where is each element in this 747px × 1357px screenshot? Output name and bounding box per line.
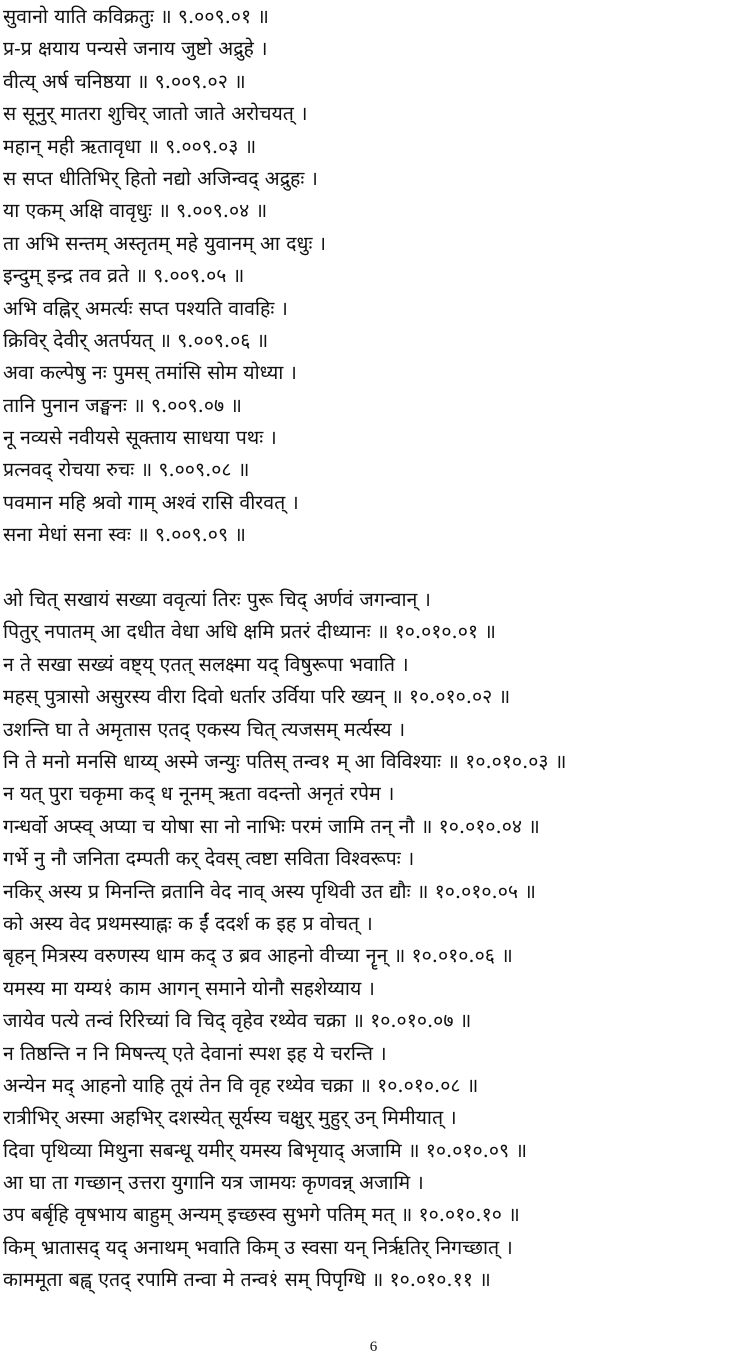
blank-line (3, 552, 745, 584)
verse-line: काममूता बह्व् एतद् रपामि तन्वा मे तन्व१ं सम् पिपृग्धि ॥ १०.०१०.११ ॥ (3, 1268, 491, 1292)
verse-line: गर्भे नु नौ जनिता दम्पती कर् देवस् त्वष्टा सविता विश्वरूपः । (3, 847, 415, 871)
verse-line: यमस्य मा यम्य१ं काम आगन् समाने योनौ सहशेय्याय । (3, 976, 375, 1000)
verse-line: उप बर्बृहि वृषभाय बाहुम् अन्यम् इच्छस्व सुभगे पतिम् मत् ॥ १०.०१०.१० ॥ (3, 1203, 520, 1227)
verse-line: इन्दुम् इन्द्र तव व्रते ॥ ९.००९.०५ ॥ (3, 264, 245, 288)
verse-line: प्रत्नवद् रोचया रुचः ॥ ९.००९.०८ ॥ (3, 458, 250, 482)
verse-line: ता अभि सन्तम् अस्तृतम् महे युवानम् आ दधुः । (3, 231, 327, 255)
verse-line: जायेव पत्ये तन्वं रिरिच्यां वि चिद् वृहेव रथ्येव चक्रा ॥ १०.०१०.०७ ॥ (3, 1009, 472, 1033)
verse-line: सुवानो याति कविक्रतुः ॥ ९.००९.०१ ॥ (3, 5, 269, 28)
verse-line: आ घा ता गच्छान् उत्तरा युगानि यत्र जामयः कृणवन्न् अजामि । (3, 1171, 424, 1195)
verse-line: या एकम् अक्षि वावृधुः ॥ ९.००९.०४ ॥ (3, 199, 268, 223)
verse-line: महस् पुत्रासो असुरस्य वीरा दिवो धर्तार उर्विया परि ख्यन् ॥ १०.०१०.०२ ॥ (3, 685, 511, 709)
verse-line: स सप्त धीतिभिर् हितो नद्यो अजिन्वद् अद्रुहः । (3, 166, 318, 190)
verse-line: अभि वह्निर् अमर्त्यः सप्त पश्यति वावहिः । (3, 296, 288, 320)
verse-line: महान् मही ऋतावृधा ॥ ९.००९.०३ ॥ (3, 134, 257, 158)
verse-line: सना मेधां सना स्वः ॥ ९.००९.०९ ॥ (3, 523, 246, 547)
verse-line: अवा कल्पेषु नः पुमस् तमांसि सोम योध्या । (3, 361, 297, 385)
verse-line: पवमान महि श्रवो गाम् अश्वं रासि वीरवत् । (3, 490, 299, 514)
verse-text-block (3, 1, 745, 1297)
verse-line: अन्येन मद् आहनो याहि तूयं तेन वि वृह रथ्येव चक्रा ॥ १०.०१०.०८ ॥ (3, 1073, 479, 1097)
verse-line: न ते सखा सख्यं वष्ट्य् एतत् सलक्ष्मा यद् विषुरूपा भवाति । (3, 652, 409, 676)
verse-line: क्रिविर् देवीर् अतर्पयत् ॥ ९.००९.०६ ॥ (3, 328, 269, 352)
verse-line: ओ चित् सखायं सख्या ववृत्यां तिरः पुरू चिद् अर्णवं जगन्वान् । (3, 588, 431, 612)
verse-line: तानि पुनान जङ्घनः ॥ ९.००९.०७ ॥ (3, 393, 242, 417)
verse-line: स सूनुर् मातरा शुचिर् जातो जाते अरोचयत् । (3, 102, 308, 126)
page-number: 6 (369, 1339, 378, 1355)
verse-line: दिवा पृथिव्या मिथुना सबन्धू यमीर् यमस्य बिभृयाद् अजामि ॥ १०.०१०.०९ ॥ (3, 1138, 527, 1162)
verse-line: बृहन् मित्रस्य वरुणस्य धाम कद् उ ब्रव आहनो वीच्या नॄन् ॥ १०.०१०.०६ ॥ (3, 944, 513, 968)
verse-line: गन्धर्वो अप्स्व् अप्या च योषा सा नो नाभिः परमं जामि तन् नौ ॥ १०.०१०.०४ ॥ (3, 814, 540, 838)
verse-line: न तिष्ठन्ति न नि मिषन्त्य् एते देवानां स्पश इह ये चरन्ति । (3, 1041, 387, 1065)
verse-line: प्र-प्र क्षयाय पन्यसे जनाय जुष्टो अद्रुहे । (3, 37, 268, 61)
verse-line: उशन्ति घा ते अमृतास एतद् एकस्य चित् त्यजसम् मर्त्यस्य । (3, 717, 406, 741)
verse-line: नकिर् अस्य प्र मिनन्ति व्रतानि वेद नाव् अस्य पृथिवी उत द्यौः ॥ १०.०१०.०५ ॥ (3, 879, 536, 903)
verse-line: नू नव्यसे नवीयसे सूक्ताय साधया पथः । (3, 426, 277, 450)
verse-line: नि ते मनो मनसि धाय्य् अस्मे जन्युः पतिस् तन्व१ म् आ विविश्याः ॥ १०.०१०.०३ ॥ (3, 749, 567, 773)
verse-line: रात्रीभिर् अस्मा अहभिर् दशस्येत् सूर्यस्य चक्षुर् मुहुर् उन् मिमीयात् । (3, 1106, 457, 1130)
verse-line: न यत् पुरा चकृमा कद् ध नूनम् ऋता वदन्तो अनृतं रपेम । (3, 782, 395, 806)
verse-line: को अस्य वेद प्रथमस्याह्नः क ईं ददर्श क इह प्र वोचत् । (3, 911, 373, 935)
verse-line: किम् भ्रातासद् यद् अनाथम् भवाति किम् उ स्वसा यन् निरृतिर् निगच्छात् । (3, 1235, 513, 1259)
verse-line: वीत्य् अर्ष चनिष्ठया ॥ ९.००९.०२ ॥ (3, 69, 246, 93)
verse-line: पितुर् नपातम् आ दधीत वेधा अधि क्षमि प्रतरं दीध्यानः ॥ १०.०१०.०१ ॥ (3, 620, 496, 644)
